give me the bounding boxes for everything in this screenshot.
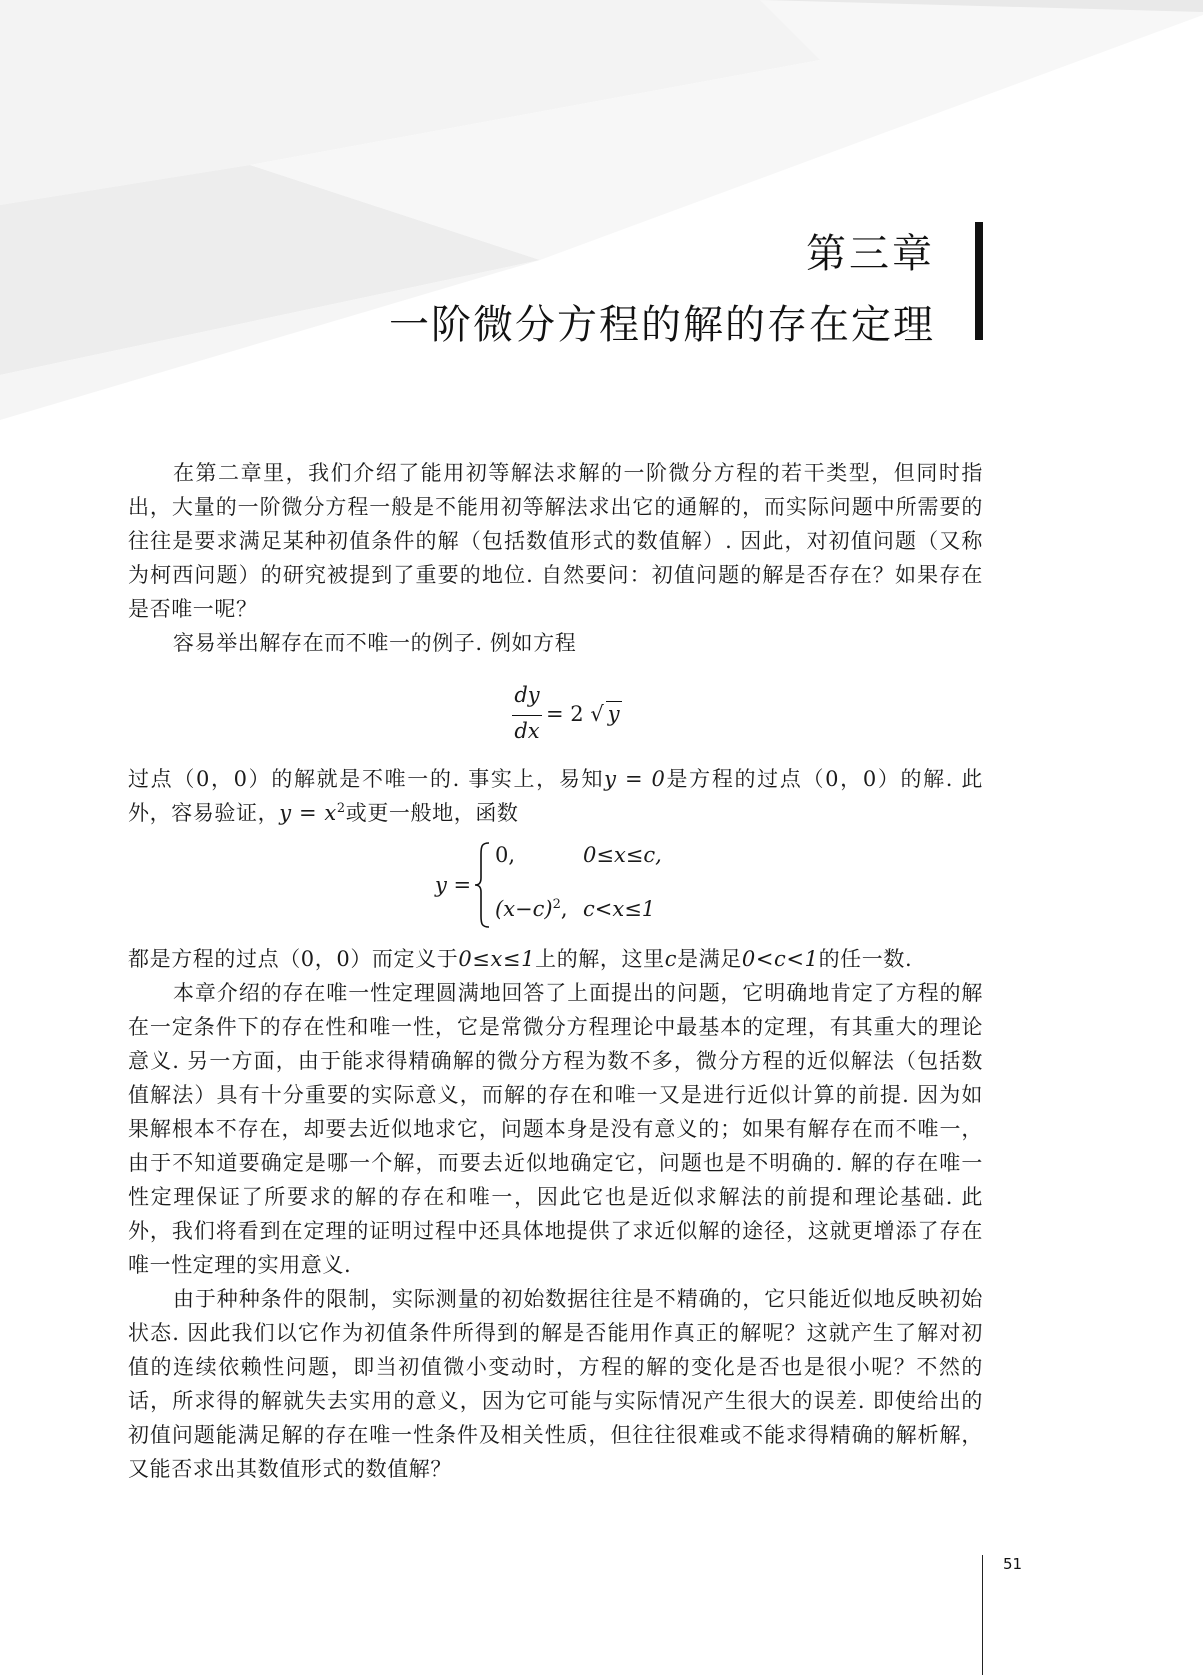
paragraph-2: 容易举出解存在而不唯一的例子. 例如方程 <box>173 631 577 655</box>
rhs-coefficient: = 2 <box>546 702 584 726</box>
piecewise-lhs: y = <box>435 873 472 897</box>
p3-text-a: 过点（0，0）的解就是不唯一的. 事实上，易知 <box>128 767 605 791</box>
intro-block <box>128 456 983 660</box>
p4-text-a: 都是方程的过点（0，0）而定义于 <box>128 947 459 971</box>
case2-comma: , <box>560 897 568 921</box>
chapter-title: 一阶微分方程的解的存在定理 <box>389 302 935 348</box>
page-number-rule <box>982 1555 983 1675</box>
fraction-denominator: dx <box>514 719 540 743</box>
fraction-numerator: dy <box>514 683 540 707</box>
sqrt-symbol: √ <box>590 702 604 726</box>
chapter-heading-bar <box>975 222 983 340</box>
chapter-label: 第三章 <box>806 231 935 277</box>
case2-exponent: 2 <box>552 897 561 912</box>
paragraph-4 <box>128 942 983 976</box>
case1-value: 0, <box>495 843 516 867</box>
case1-condition: 0≤x≤c, <box>583 843 662 867</box>
p4-math-interval: 0≤x≤1 <box>458 947 536 971</box>
case2-value <box>495 897 568 921</box>
paragraph-5: 本章介绍的存在唯一性定理圆满地回答了上面提出的问题，它明确地肯定了方程的解在一定条件下的存在性和唯一性，它是常微分方程理论中最基本的定理，有其重大的理论意义. 另一方面，由于能求得精确解的微分方程为数不多，微分方程的近似解法（包括数值解法）具有十分重要的实际意义，而解的存在和唯一又是进行近似计算的前提. 因为如果解根本不存在，却要去近似地求它，问题本身是没有意义的；如果有解存在而不唯一，由于不知道要确定是哪一个解，而要去近似地确定它，问题也是不明确的. 解的存在唯一性定理保证了所要求的解的存在和唯一，因此它也是近似求解法的前提和理论基础. 此外，我们将看到在定理的证明过程中还具体地提供了求近似解的途径，这就更增添了存在唯一性定理的实用意义. <box>128 981 983 1277</box>
left-brace <box>473 842 491 928</box>
p3-text-c: 是方程的过点（0，0）的解. 此外，容易验证， <box>128 767 984 825</box>
p3-math-yx2: y = x <box>279 801 337 825</box>
sqrt-radicand: y <box>607 702 620 726</box>
main-block <box>128 942 983 1486</box>
paragraph-6: 由于种种条件的限制，实际测量的初始数据往往是不精确的，它只能近似地反映初始状态. 因此我们以它作为初值条件所得到的解是否能用作真正的解呢？这就产生了解对初值的连续依赖性问题，即当初值微小变动时，方程的解的变化是否也是很小呢？不然的话，所求得的解就失去实用的意义，因为它可能与实际情况产生很大的误差. 即使给出的初值问题能满足解的存在唯一性条件及相关性质，但往往很难或不能求得精确的解析解，又能否求出其数值形式的数值解？ <box>128 1287 983 1481</box>
p3-math-exponent: 2 <box>336 801 346 816</box>
p3-text-e: 或更一般地，函数 <box>345 801 519 825</box>
p4-math-range: 0<c<1 <box>741 947 819 971</box>
p4-text-g: 的任一数. <box>818 947 913 971</box>
page-number: 51 <box>1003 1555 1023 1573</box>
paragraph-1: 在第二章里，我们介绍了能用初等解法求解的一阶微分方程的若干类型，但同时指出，大量的一阶微分方程一般是不能用初等解法求出它的通解的，而实际问题中所需要的往往是要求满足某种初值条件的解（包括数值形式的数值解）. 因此，对初值问题（又称为柯西问题）的研究被提到了重要的地位. 自然要问：初值问题的解是否存在？如果存在是否唯一呢？ <box>128 461 983 621</box>
p4-text-e: 是满足 <box>677 947 742 971</box>
paragraph-3 <box>128 762 983 830</box>
background-decoration <box>0 0 1203 420</box>
p4-math-c: c <box>664 947 678 971</box>
p3-math-y0: y = 0 <box>604 767 666 791</box>
p4-text-c: 上的解，这里 <box>535 947 665 971</box>
case2-condition: c<x≤1 <box>583 897 656 921</box>
equation-piecewise <box>435 840 715 930</box>
case2-expression: (x−c) <box>495 897 553 921</box>
fraction-bar <box>512 715 542 716</box>
equation-rhs <box>546 701 622 726</box>
